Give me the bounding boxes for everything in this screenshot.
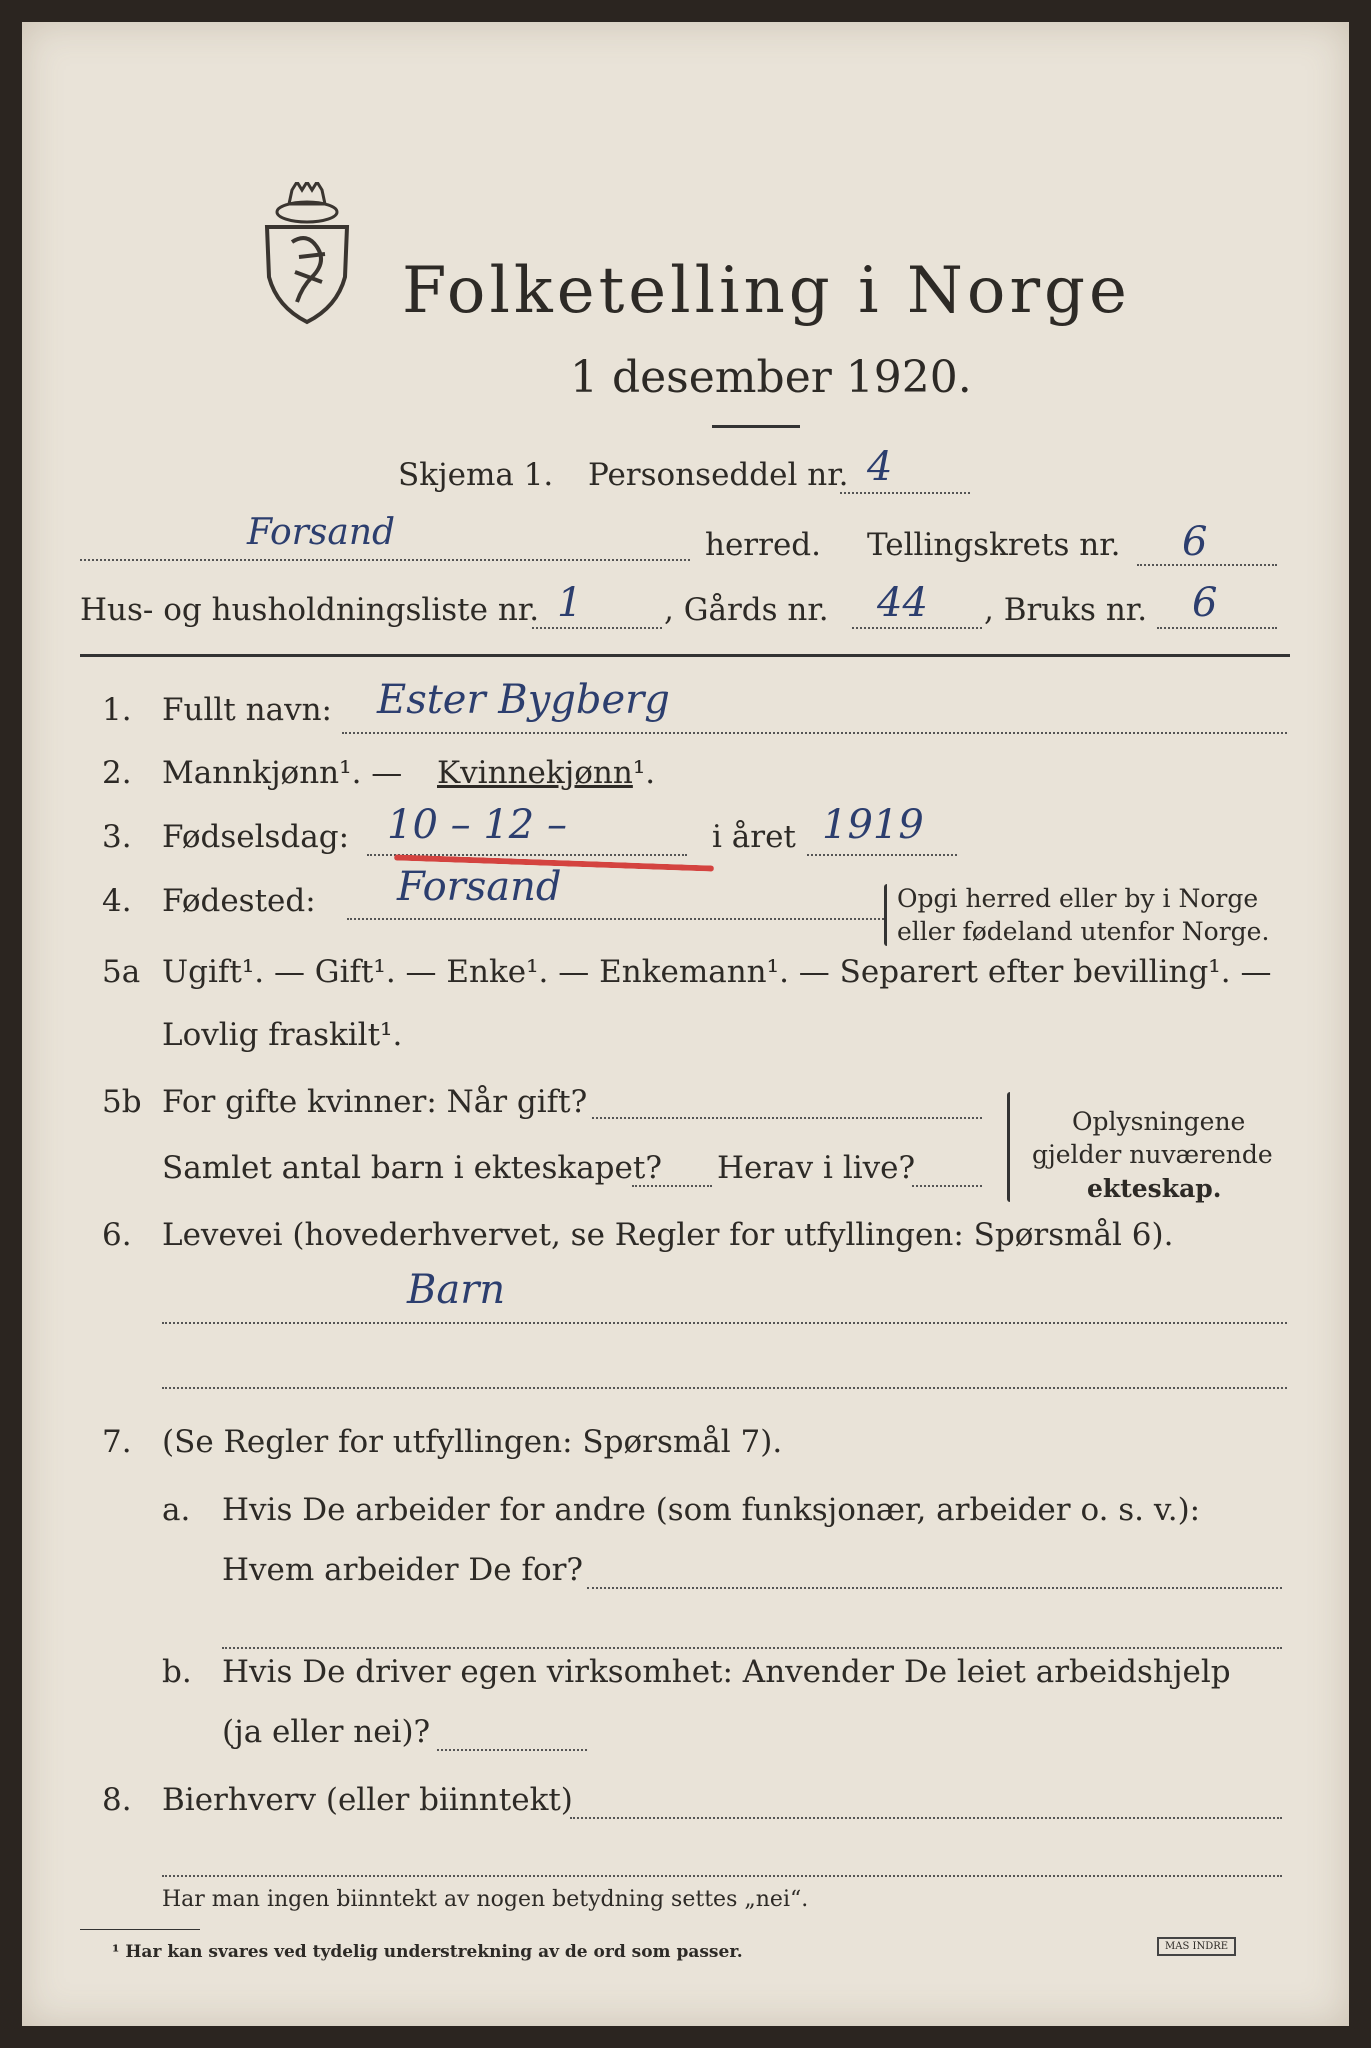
skjema-label: Skjema 1. — [398, 457, 554, 493]
q5a-line-2[interactable]: Lovlig fraskilt¹. — [162, 1017, 403, 1053]
occupation-value[interactable]: Barn — [407, 1267, 506, 1313]
q4-brace — [884, 884, 887, 946]
hus-label: Hus- og husholdningsliste nr. — [80, 592, 540, 628]
herred-label: herred. — [705, 527, 821, 563]
q2-number: 2. — [102, 755, 132, 791]
title-divider — [712, 425, 800, 428]
q5b-note-2: gjelder nuværende — [1032, 1140, 1273, 1169]
q5a-number: 5a — [102, 954, 141, 990]
q3-label: Fødselsdag: — [162, 819, 350, 855]
q5b-note-3: ekteskap. — [1087, 1174, 1222, 1203]
birth-year-value[interactable]: 1919 — [822, 802, 924, 848]
herred-value[interactable]: Forsand — [247, 512, 396, 553]
q4-note-2: eller fødeland utenfor Norge. — [897, 917, 1270, 946]
q3-number: 3. — [102, 819, 132, 855]
full-name-value[interactable]: Ester Bygberg — [377, 677, 670, 723]
gards-value[interactable]: 44 — [877, 580, 928, 626]
q5b-children-line[interactable] — [632, 1185, 712, 1187]
q6-line-1 — [162, 1322, 1287, 1324]
bruks-label: , Bruks nr. — [984, 592, 1148, 628]
q7a-line-1: Hvis De arbeider for andre (som funksjonær, arbeider o. s. v.): — [222, 1492, 1201, 1528]
q7b-answer-line[interactable] — [437, 1749, 587, 1751]
birthdate-value[interactable]: 10 – 12 – — [387, 802, 567, 848]
q8-line-2[interactable] — [162, 1875, 1282, 1877]
q8-line-1[interactable] — [570, 1817, 1282, 1819]
hus-line — [532, 627, 662, 629]
q4-line — [347, 918, 887, 920]
q7b-letter: b. — [162, 1654, 192, 1690]
q2-female: Kvinnekjønn — [437, 755, 633, 791]
bruks-value[interactable]: 6 — [1192, 580, 1218, 626]
bruks-line — [1157, 627, 1277, 629]
q2-male[interactable]: Mannkjønn¹. — — [162, 755, 403, 791]
q7-label: (Se Regler for utfyllingen: Spørsmål 7). — [162, 1424, 783, 1460]
q1-number: 1. — [102, 692, 132, 728]
q1-label: Fullt navn: — [162, 692, 332, 728]
footnote-rule — [80, 1929, 200, 1930]
gards-label: , Gårds nr. — [664, 592, 829, 628]
herred-line — [80, 559, 690, 561]
q7a-employer-line[interactable] — [587, 1587, 1282, 1589]
q2-female-wrap[interactable]: Kvinnekjønn¹. — [437, 755, 656, 791]
printer-stamp: MAS INDRE — [1157, 1937, 1236, 1956]
q6-label: Levevei (hovederhvervet, se Regler for utfyllingen: Spørsmål 6). — [162, 1217, 1174, 1253]
section-divider — [80, 654, 1290, 657]
page-title: Folketelling i Norge — [402, 254, 1131, 328]
personseddel-line — [840, 492, 970, 494]
q5b-married-line[interactable] — [592, 1117, 982, 1119]
q6-line-2[interactable] — [162, 1387, 1287, 1389]
hus-value[interactable]: 1 — [557, 580, 583, 626]
q7b-line-2: (ja eller nei)? — [222, 1714, 431, 1750]
q4-label: Fødested: — [162, 883, 316, 919]
q1-line — [342, 732, 1287, 734]
birthplace-value[interactable]: Forsand — [397, 864, 562, 910]
q7b-line-1: Hvis De driver egen virksomhet: Anvender De leiet arbeidshjelp — [222, 1654, 1231, 1690]
q3-year-line — [807, 854, 957, 856]
q5b-children-label: Samlet antal barn i ekteskapet? — [162, 1150, 662, 1186]
q7-number: 7. — [102, 1424, 132, 1460]
q6-number: 6. — [102, 1217, 132, 1253]
census-form — [22, 22, 1349, 2026]
q7a-letter: a. — [162, 1492, 191, 1528]
q4-note-1: Opgi herred eller by i Norge — [897, 884, 1259, 913]
q5b-line-1: For gifte kvinner: Når gift? — [162, 1084, 588, 1120]
q8-label: Bierhverv (eller biinntekt) — [162, 1782, 573, 1818]
gards-line — [852, 627, 982, 629]
q5b-brace — [1007, 1092, 1010, 1202]
personseddel-label: Personseddel nr. — [588, 457, 849, 493]
personseddel-value[interactable]: 4 — [867, 444, 893, 490]
tellingskrets-label: Tellingskrets nr. — [867, 527, 1121, 563]
q3-year-label: i året — [712, 819, 796, 855]
q5b-number: 5b — [102, 1084, 142, 1120]
census-date: 1 desember 1920. — [570, 352, 972, 403]
q5b-alive-label: Herav i live? — [717, 1150, 916, 1186]
q4-number: 4. — [102, 883, 132, 919]
footnote: ¹ Har kan svares ved tydelig understrekning av de ord som passer. — [112, 1942, 743, 1962]
q7a-extra-line[interactable] — [222, 1647, 1282, 1649]
tellingskrets-value[interactable]: 6 — [1182, 519, 1208, 565]
q5b-note-1: Oplysningene — [1072, 1107, 1246, 1136]
bottom-note: Har man ingen biinntekt av nogen betydning settes „nei“. — [162, 1887, 809, 1912]
q5a-line-1[interactable]: Ugift¹. — Gift¹. — Enke¹. — Enkemann¹. — Separert efter bevilling¹. — — [162, 954, 1272, 990]
coat-of-arms-icon — [237, 182, 377, 327]
q8-number: 8. — [102, 1782, 132, 1818]
q7a-line-2: Hvem arbeider De for? — [222, 1552, 584, 1588]
q5b-alive-line[interactable] — [912, 1185, 982, 1187]
